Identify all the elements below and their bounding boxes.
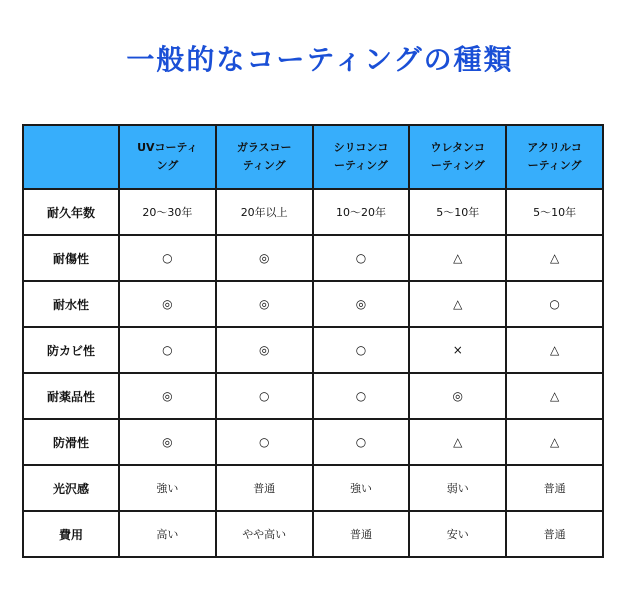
column-header-line: ング: [156, 159, 179, 172]
rating-cell: △: [409, 281, 506, 327]
table-row: [23, 235, 603, 281]
rating-cell: ○: [119, 235, 216, 281]
rating-cell: ○: [216, 373, 313, 419]
column-header-line: シリコンコ: [333, 141, 389, 154]
rating-cell: ◎: [409, 373, 506, 419]
row-label: 防カビ性: [23, 327, 119, 373]
rating-cell: ○: [313, 373, 410, 419]
table-row: [23, 281, 603, 327]
rating-cell: ○: [313, 235, 410, 281]
rating-cell: ○: [506, 281, 603, 327]
row-label: 光沢感: [23, 465, 119, 511]
table-cell: 10〜20年: [313, 189, 410, 235]
table-cell: 5〜10年: [506, 189, 603, 235]
rating-cell: ○: [313, 419, 410, 465]
rating-cell: ○: [216, 419, 313, 465]
rating-cell: ◎: [313, 281, 410, 327]
table-cell: 20年以上: [216, 189, 313, 235]
table-cell: 安い: [409, 511, 506, 557]
column-header: [409, 125, 506, 189]
table-cell: 強い: [119, 465, 216, 511]
column-header-line: ーティング: [430, 159, 485, 172]
header-row: [23, 125, 603, 189]
table-cell: やや高い: [216, 511, 313, 557]
table-row: [23, 327, 603, 373]
table-cell: 20〜30年: [119, 189, 216, 235]
rating-cell: △: [506, 327, 603, 373]
column-header: [119, 125, 216, 189]
corner-cell: [23, 125, 119, 189]
row-label: 耐傷性: [23, 235, 119, 281]
table-row: [23, 189, 603, 235]
page-title: 一般的なコーティングの種類: [126, 43, 514, 76]
rating-cell: △: [506, 235, 603, 281]
table-row: [23, 419, 603, 465]
rating-cell: ◎: [216, 281, 313, 327]
column-header-line: ーティング: [527, 159, 582, 172]
table-cell: 高い: [119, 511, 216, 557]
column-header: [313, 125, 410, 189]
column-header-line: アクリルコ: [527, 141, 582, 154]
rating-cell: ◎: [216, 235, 313, 281]
column-header-line: ティング: [242, 159, 286, 172]
rating-cell: ◎: [119, 419, 216, 465]
row-label: 耐薬品性: [23, 373, 119, 419]
column-header-line: ウレタンコ: [430, 141, 486, 154]
table-cell: 普通: [313, 511, 410, 557]
rating-cell: ○: [119, 327, 216, 373]
table-cell: 普通: [506, 511, 603, 557]
column-header-line: ガラスコー: [236, 141, 292, 154]
column-header: [216, 125, 313, 189]
rating-cell: ×: [409, 327, 506, 373]
rating-cell: △: [506, 419, 603, 465]
row-label: 防滑性: [23, 419, 119, 465]
rating-cell: ◎: [216, 327, 313, 373]
table-cell: 普通: [506, 465, 603, 511]
row-label: 耐水性: [23, 281, 119, 327]
column-header: [506, 125, 603, 189]
rating-cell: ◎: [119, 373, 216, 419]
table-row: [23, 373, 603, 419]
column-header-line: ーティング: [334, 159, 388, 172]
rating-cell: ◎: [119, 281, 216, 327]
coating-comparison-table: [22, 124, 604, 558]
row-label: 耐久年数: [23, 189, 119, 235]
table-cell: 普通: [216, 465, 313, 511]
rating-cell: ○: [313, 327, 410, 373]
rating-cell: △: [506, 373, 603, 419]
rating-cell: △: [409, 419, 506, 465]
column-header-line: UVコーティ: [137, 141, 198, 154]
row-label: 費用: [23, 511, 119, 557]
table-row: [23, 511, 603, 557]
table-row: [23, 465, 603, 511]
table-cell: 強い: [313, 465, 410, 511]
table-cell: 5〜10年: [409, 189, 506, 235]
rating-cell: △: [409, 235, 506, 281]
table-cell: 弱い: [409, 465, 506, 511]
